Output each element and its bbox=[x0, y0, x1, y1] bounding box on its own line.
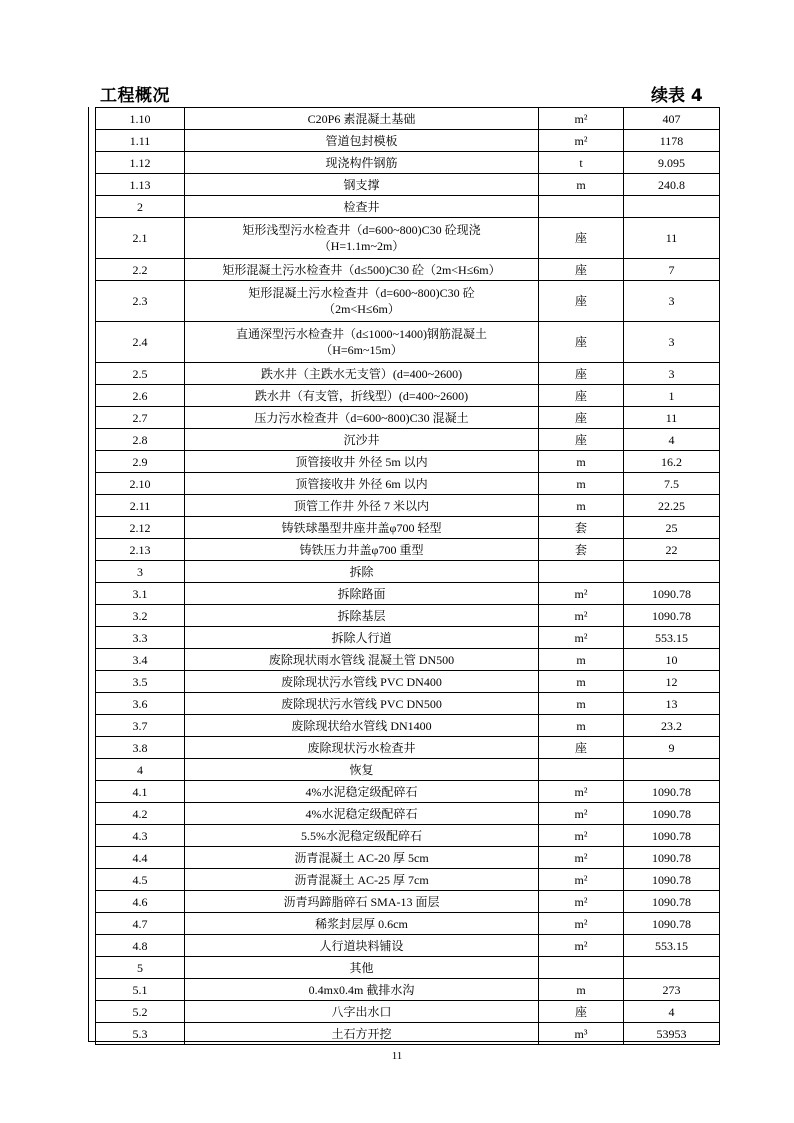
quantity-cell: 1090.78 bbox=[624, 803, 720, 825]
description-cell: 土石方开挖 bbox=[185, 1023, 539, 1045]
unit-cell: m² bbox=[539, 781, 624, 803]
description-cell: 4%水泥稳定级配碎石 bbox=[185, 803, 539, 825]
quantity-cell bbox=[624, 957, 720, 979]
item-number-cell: 4.5 bbox=[96, 869, 185, 891]
unit-cell: t bbox=[539, 152, 624, 174]
description-cell: 拆除 bbox=[185, 561, 539, 583]
unit-cell: 座 bbox=[539, 363, 624, 385]
unit-cell: m bbox=[539, 671, 624, 693]
table-row bbox=[96, 671, 720, 693]
unit-cell: 座 bbox=[539, 407, 624, 429]
unit-cell: m bbox=[539, 649, 624, 671]
unit-cell: m² bbox=[539, 130, 624, 152]
table-row bbox=[96, 322, 720, 363]
description-cell: 沥青玛蹄脂碎石 SMA-13 面层 bbox=[185, 891, 539, 913]
quantity-cell: 9 bbox=[624, 737, 720, 759]
description-cell: 钢支撑 bbox=[185, 174, 539, 196]
table-row bbox=[96, 759, 720, 781]
description-cell: 拆除路面 bbox=[185, 583, 539, 605]
quantity-cell: 1178 bbox=[624, 130, 720, 152]
quantity-cell: 1090.78 bbox=[624, 605, 720, 627]
table-row bbox=[96, 1001, 720, 1023]
unit-cell bbox=[539, 561, 624, 583]
table-row bbox=[96, 825, 720, 847]
quantity-cell bbox=[624, 759, 720, 781]
table-row bbox=[96, 693, 720, 715]
quantity-cell: 1090.78 bbox=[624, 781, 720, 803]
description-cell bbox=[185, 281, 539, 322]
unit-cell: m² bbox=[539, 825, 624, 847]
quantity-cell: 3 bbox=[624, 363, 720, 385]
quantity-cell: 53953 bbox=[624, 1023, 720, 1045]
quantity-cell bbox=[624, 196, 720, 218]
quantity-cell: 16.2 bbox=[624, 451, 720, 473]
item-number-cell: 1.12 bbox=[96, 152, 185, 174]
description-cell: 沥青混凝土 AC-20 厚 5cm bbox=[185, 847, 539, 869]
table-row bbox=[96, 495, 720, 517]
quantity-table bbox=[95, 107, 720, 1045]
unit-cell: m bbox=[539, 495, 624, 517]
quantity-cell: 553.15 bbox=[624, 627, 720, 649]
unit-cell: m² bbox=[539, 935, 624, 957]
item-number-cell: 1.13 bbox=[96, 174, 185, 196]
quantity-cell: 3 bbox=[624, 281, 720, 322]
quantity-cell: 11 bbox=[624, 407, 720, 429]
table-row bbox=[96, 979, 720, 1001]
unit-cell: m³ bbox=[539, 1023, 624, 1045]
table-row bbox=[96, 218, 720, 259]
description-cell: 人行道块料铺设 bbox=[185, 935, 539, 957]
table-row bbox=[96, 539, 720, 561]
table-row bbox=[96, 561, 720, 583]
table-row bbox=[96, 847, 720, 869]
description-cell: 现浇构件钢筋 bbox=[185, 152, 539, 174]
item-number-cell: 4 bbox=[96, 759, 185, 781]
item-number-cell: 3.7 bbox=[96, 715, 185, 737]
item-number-cell: 4.8 bbox=[96, 935, 185, 957]
unit-cell: 座 bbox=[539, 429, 624, 451]
quantity-cell: 22 bbox=[624, 539, 720, 561]
unit-cell: 座 bbox=[539, 322, 624, 363]
table-row bbox=[96, 583, 720, 605]
description-cell: 拆除基层 bbox=[185, 605, 539, 627]
item-number-cell: 3.8 bbox=[96, 737, 185, 759]
table-row bbox=[96, 1023, 720, 1045]
unit-cell: 套 bbox=[539, 539, 624, 561]
quantity-cell: 1090.78 bbox=[624, 869, 720, 891]
unit-cell: 座 bbox=[539, 259, 624, 281]
quantity-cell: 273 bbox=[624, 979, 720, 1001]
description-cell bbox=[185, 322, 539, 363]
item-number-cell: 2.1 bbox=[96, 218, 185, 259]
unit-cell: m² bbox=[539, 583, 624, 605]
item-number-cell: 1.11 bbox=[96, 130, 185, 152]
description-cell bbox=[185, 218, 539, 259]
quantity-cell: 240.8 bbox=[624, 174, 720, 196]
item-number-cell: 3.3 bbox=[96, 627, 185, 649]
item-number-cell: 5.1 bbox=[96, 979, 185, 1001]
unit-cell: 座 bbox=[539, 737, 624, 759]
unit-cell: m² bbox=[539, 803, 624, 825]
table-row bbox=[96, 429, 720, 451]
unit-cell: 座 bbox=[539, 218, 624, 259]
table-row bbox=[96, 281, 720, 322]
item-number-cell: 4.2 bbox=[96, 803, 185, 825]
description-cell: 4%水泥稳定级配碎石 bbox=[185, 781, 539, 803]
description-cell: 检查井 bbox=[185, 196, 539, 218]
description-cell: 跌水井（有支管，折线型）(d=400~2600) bbox=[185, 385, 539, 407]
quantity-cell: 407 bbox=[624, 108, 720, 130]
table-row bbox=[96, 407, 720, 429]
unit-cell bbox=[539, 196, 624, 218]
quantity-cell: 1 bbox=[624, 385, 720, 407]
item-number-cell: 3.6 bbox=[96, 693, 185, 715]
table-row bbox=[96, 891, 720, 913]
quantity-cell: 3 bbox=[624, 322, 720, 363]
item-number-cell: 3.1 bbox=[96, 583, 185, 605]
table-row bbox=[96, 913, 720, 935]
item-number-cell: 4.3 bbox=[96, 825, 185, 847]
quantity-cell: 25 bbox=[624, 517, 720, 539]
quantity-cell: 13 bbox=[624, 693, 720, 715]
unit-cell: 座 bbox=[539, 385, 624, 407]
unit-cell: m² bbox=[539, 847, 624, 869]
unit-cell: m bbox=[539, 451, 624, 473]
quantity-cell: 1090.78 bbox=[624, 583, 720, 605]
unit-cell: m bbox=[539, 715, 624, 737]
table-row bbox=[96, 957, 720, 979]
quantity-cell: 10 bbox=[624, 649, 720, 671]
table-row bbox=[96, 781, 720, 803]
description-cell: 稀浆封层厚 0.6cm bbox=[185, 913, 539, 935]
table-row bbox=[96, 363, 720, 385]
unit-cell: m² bbox=[539, 869, 624, 891]
quantity-cell: 7.5 bbox=[624, 473, 720, 495]
description-cell: 恢复 bbox=[185, 759, 539, 781]
quantity-cell bbox=[624, 561, 720, 583]
unit-cell: m bbox=[539, 473, 624, 495]
quantity-cell: 1090.78 bbox=[624, 847, 720, 869]
item-number-cell: 3 bbox=[96, 561, 185, 583]
item-number-cell: 2.7 bbox=[96, 407, 185, 429]
description-cell: 沉沙井 bbox=[185, 429, 539, 451]
table-row bbox=[96, 130, 720, 152]
item-number-cell: 1.10 bbox=[96, 108, 185, 130]
quantity-cell: 7 bbox=[624, 259, 720, 281]
item-number-cell: 2.13 bbox=[96, 539, 185, 561]
table-row bbox=[96, 605, 720, 627]
item-number-cell: 4.4 bbox=[96, 847, 185, 869]
quantity-cell: 9.095 bbox=[624, 152, 720, 174]
table-row bbox=[96, 385, 720, 407]
description-cell: 5.5%水泥稳定级配碎石 bbox=[185, 825, 539, 847]
item-number-cell: 2.12 bbox=[96, 517, 185, 539]
item-number-cell: 3.4 bbox=[96, 649, 185, 671]
item-number-cell: 2.3 bbox=[96, 281, 185, 322]
unit-cell: m² bbox=[539, 627, 624, 649]
quantity-cell: 22.25 bbox=[624, 495, 720, 517]
item-number-cell: 2.4 bbox=[96, 322, 185, 363]
unit-cell: m² bbox=[539, 891, 624, 913]
table-row bbox=[96, 473, 720, 495]
quantity-cell: 553.15 bbox=[624, 935, 720, 957]
quantity-cell: 1090.78 bbox=[624, 825, 720, 847]
quantity-cell: 1090.78 bbox=[624, 913, 720, 935]
description-cell: C20P6 素混凝土基础 bbox=[185, 108, 539, 130]
unit-cell: m bbox=[539, 979, 624, 1001]
unit-cell: m² bbox=[539, 605, 624, 627]
description-line-2: （2m<H≤6m） bbox=[323, 302, 400, 316]
item-number-cell: 4.1 bbox=[96, 781, 185, 803]
item-number-cell: 4.6 bbox=[96, 891, 185, 913]
description-cell: 顶管接收井 外径 6m 以内 bbox=[185, 473, 539, 495]
quantity-cell: 12 bbox=[624, 671, 720, 693]
unit-cell: m bbox=[539, 174, 624, 196]
description-line-1: 矩形混凝土污水检查井（d=600~800)C30 砼 bbox=[248, 286, 475, 300]
quantity-cell: 1090.78 bbox=[624, 891, 720, 913]
item-number-cell: 2.2 bbox=[96, 259, 185, 281]
item-number-cell: 3.5 bbox=[96, 671, 185, 693]
quantity-cell: 23.2 bbox=[624, 715, 720, 737]
item-number-cell: 4.7 bbox=[96, 913, 185, 935]
description-cell: 废除现状污水检查井 bbox=[185, 737, 539, 759]
item-number-cell: 2.6 bbox=[96, 385, 185, 407]
unit-cell bbox=[539, 759, 624, 781]
description-line-2: （H=6m~15m） bbox=[320, 343, 403, 357]
table-row bbox=[96, 627, 720, 649]
table-row bbox=[96, 196, 720, 218]
description-cell: 跌水井（主跌水无支管）(d=400~2600) bbox=[185, 363, 539, 385]
page-number: 11 bbox=[391, 1050, 403, 1062]
quantity-cell: 4 bbox=[624, 1001, 720, 1023]
table-row bbox=[96, 737, 720, 759]
description-line-1: 直通深型污水检查井（d≤1000~1400)钢筋混凝土 bbox=[235, 327, 488, 341]
description-cell: 顶管工作井 外径 7 米以内 bbox=[185, 495, 539, 517]
quantity-cell: 11 bbox=[624, 218, 720, 259]
table-row bbox=[96, 451, 720, 473]
description-cell: 铸铁球墨型井座井盖φ700 轻型 bbox=[185, 517, 539, 539]
description-cell: 顶管接收井 外径 5m 以内 bbox=[185, 451, 539, 473]
item-number-cell: 5.3 bbox=[96, 1023, 185, 1045]
table-title: 工程概况 bbox=[100, 86, 170, 106]
description-cell: 废除现状污水管线 PVC DN500 bbox=[185, 693, 539, 715]
unit-cell: 套 bbox=[539, 517, 624, 539]
description-cell: 铸铁压力井盖φ700 重型 bbox=[185, 539, 539, 561]
table-row bbox=[96, 517, 720, 539]
description-cell: 矩形混凝土污水检查井（d≤500)C30 砼（2m<H≤6m） bbox=[185, 259, 539, 281]
item-number-cell: 5.2 bbox=[96, 1001, 185, 1023]
item-number-cell: 3.2 bbox=[96, 605, 185, 627]
unit-cell: m bbox=[539, 693, 624, 715]
item-number-cell: 2.11 bbox=[96, 495, 185, 517]
unit-cell bbox=[539, 957, 624, 979]
table-row bbox=[96, 259, 720, 281]
unit-cell: 座 bbox=[539, 281, 624, 322]
description-line-1: 矩形浅型污水检查井（d=600~800)C30 砼现浇 bbox=[242, 223, 481, 237]
table-row bbox=[96, 174, 720, 196]
table-row bbox=[96, 869, 720, 891]
item-number-cell: 2.10 bbox=[96, 473, 185, 495]
description-cell: 其他 bbox=[185, 957, 539, 979]
description-cell: 0.4mx0.4m 截排水沟 bbox=[185, 979, 539, 1001]
description-cell: 废除现状给水管线 DN1400 bbox=[185, 715, 539, 737]
unit-cell: m² bbox=[539, 108, 624, 130]
continued-label: 续表 4 bbox=[651, 86, 703, 106]
table-row bbox=[96, 108, 720, 130]
description-cell: 废除现状雨水管线 混凝土管 DN500 bbox=[185, 649, 539, 671]
item-number-cell: 2.5 bbox=[96, 363, 185, 385]
description-cell: 管道包封模板 bbox=[185, 130, 539, 152]
description-line-2: （H=1.1m~2m） bbox=[318, 239, 405, 253]
description-cell: 八字出水口 bbox=[185, 1001, 539, 1023]
item-number-cell: 2.8 bbox=[96, 429, 185, 451]
item-number-cell: 2.9 bbox=[96, 451, 185, 473]
table-row bbox=[96, 935, 720, 957]
description-cell: 压力污水检查井（d=600~800)C30 混凝土 bbox=[185, 407, 539, 429]
table-row bbox=[96, 715, 720, 737]
item-number-cell: 2 bbox=[96, 196, 185, 218]
table-row bbox=[96, 649, 720, 671]
description-cell: 废除现状污水管线 PVC DN400 bbox=[185, 671, 539, 693]
unit-cell: 座 bbox=[539, 1001, 624, 1023]
table-row bbox=[96, 803, 720, 825]
description-cell: 拆除人行道 bbox=[185, 627, 539, 649]
description-cell: 沥青混凝土 AC-25 厚 7cm bbox=[185, 869, 539, 891]
table-row bbox=[96, 152, 720, 174]
unit-cell: m² bbox=[539, 913, 624, 935]
quantity-cell: 4 bbox=[624, 429, 720, 451]
item-number-cell: 5 bbox=[96, 957, 185, 979]
